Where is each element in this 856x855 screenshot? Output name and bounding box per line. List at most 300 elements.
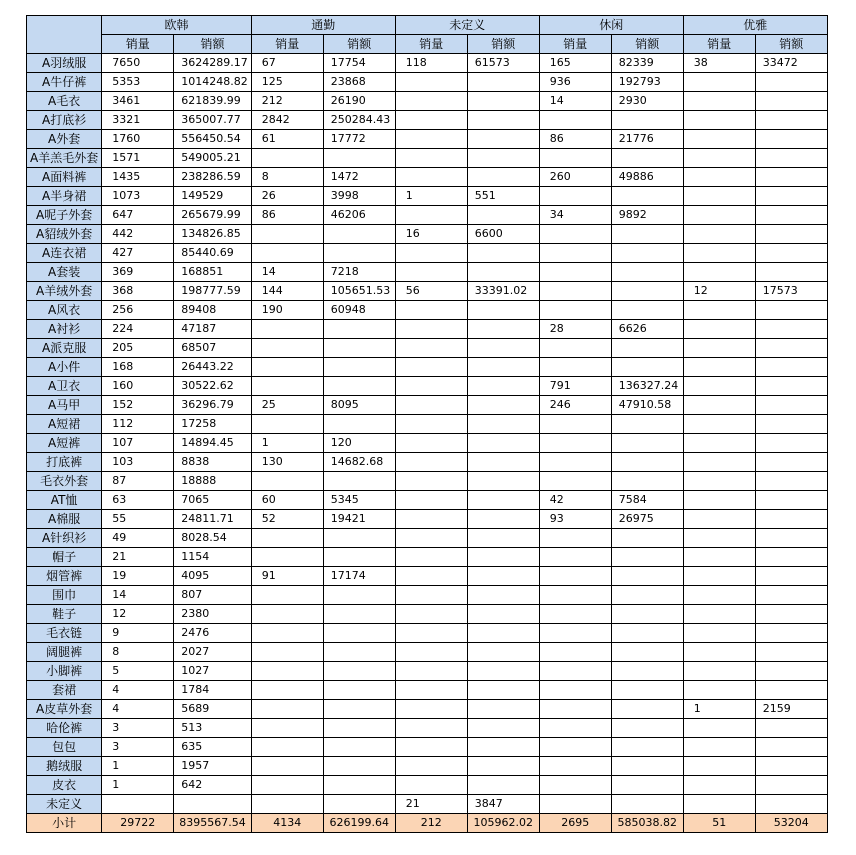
- qty-cell[interactable]: 8: [251, 168, 323, 187]
- amount-cell[interactable]: [755, 377, 827, 396]
- qty-cell[interactable]: [539, 244, 611, 263]
- category-cell[interactable]: 阔腿裤: [27, 643, 102, 662]
- subtotal-amount-cell[interactable]: 8395567.54: [174, 814, 251, 833]
- category-cell[interactable]: A半身裙: [27, 187, 102, 206]
- qty-cell[interactable]: 1073: [102, 187, 174, 206]
- qty-cell[interactable]: 34: [539, 206, 611, 225]
- qty-cell[interactable]: [683, 453, 755, 472]
- qty-cell[interactable]: 3461: [102, 92, 174, 111]
- qty-cell[interactable]: [251, 320, 323, 339]
- amount-cell[interactable]: [323, 529, 395, 548]
- qty-cell[interactable]: 1: [395, 187, 467, 206]
- amount-cell[interactable]: [467, 586, 539, 605]
- category-cell[interactable]: 毛衣链: [27, 624, 102, 643]
- qty-cell[interactable]: [683, 624, 755, 643]
- qty-cell[interactable]: [683, 263, 755, 282]
- amount-cell[interactable]: [467, 719, 539, 738]
- amount-cell[interactable]: 168851: [174, 263, 251, 282]
- qty-cell[interactable]: [251, 719, 323, 738]
- qty-cell[interactable]: 5353: [102, 73, 174, 92]
- qty-cell[interactable]: [539, 586, 611, 605]
- qty-cell[interactable]: [395, 624, 467, 643]
- category-cell[interactable]: A牛仔裤: [27, 73, 102, 92]
- amount-cell[interactable]: [755, 111, 827, 130]
- qty-cell[interactable]: [395, 415, 467, 434]
- amount-cell[interactable]: [467, 130, 539, 149]
- qty-cell[interactable]: [683, 415, 755, 434]
- amount-cell[interactable]: 7218: [323, 263, 395, 282]
- sub-header-amount[interactable]: 销额: [323, 35, 395, 54]
- amount-cell[interactable]: 556450.54: [174, 130, 251, 149]
- amount-cell[interactable]: [323, 415, 395, 434]
- amount-cell[interactable]: [755, 339, 827, 358]
- qty-cell[interactable]: 86: [251, 206, 323, 225]
- category-cell[interactable]: AT恤: [27, 491, 102, 510]
- category-cell[interactable]: A貂绒外套: [27, 225, 102, 244]
- amount-cell[interactable]: [323, 700, 395, 719]
- amount-cell[interactable]: [755, 567, 827, 586]
- amount-cell[interactable]: [755, 643, 827, 662]
- amount-cell[interactable]: [611, 643, 683, 662]
- qty-cell[interactable]: [683, 244, 755, 263]
- amount-cell[interactable]: 17258: [174, 415, 251, 434]
- qty-cell[interactable]: 4: [102, 681, 174, 700]
- category-cell[interactable]: 包包: [27, 738, 102, 757]
- qty-cell[interactable]: [251, 662, 323, 681]
- qty-cell[interactable]: 256: [102, 301, 174, 320]
- category-cell[interactable]: 帽子: [27, 548, 102, 567]
- qty-cell[interactable]: [395, 719, 467, 738]
- amount-cell[interactable]: 551: [467, 187, 539, 206]
- amount-cell[interactable]: 60948: [323, 301, 395, 320]
- qty-cell[interactable]: 130: [251, 453, 323, 472]
- qty-cell[interactable]: [539, 776, 611, 795]
- qty-cell[interactable]: [251, 605, 323, 624]
- qty-cell[interactable]: 38: [683, 54, 755, 73]
- category-cell[interactable]: 围巾: [27, 586, 102, 605]
- qty-cell[interactable]: [683, 92, 755, 111]
- qty-cell[interactable]: 21: [102, 548, 174, 567]
- category-cell[interactable]: 未定义: [27, 795, 102, 814]
- qty-cell[interactable]: [539, 358, 611, 377]
- qty-cell[interactable]: [395, 605, 467, 624]
- qty-cell[interactable]: [395, 662, 467, 681]
- amount-cell[interactable]: [755, 73, 827, 92]
- category-cell[interactable]: A短裤: [27, 434, 102, 453]
- qty-cell[interactable]: [395, 92, 467, 111]
- amount-cell[interactable]: 4095: [174, 567, 251, 586]
- qty-cell[interactable]: [539, 225, 611, 244]
- amount-cell[interactable]: [323, 757, 395, 776]
- group-header-cell[interactable]: 未定义: [395, 16, 539, 35]
- qty-cell[interactable]: 190: [251, 301, 323, 320]
- qty-cell[interactable]: [395, 776, 467, 795]
- qty-cell[interactable]: 369: [102, 263, 174, 282]
- amount-cell[interactable]: [611, 472, 683, 491]
- category-cell[interactable]: 鹅绒服: [27, 757, 102, 776]
- qty-cell[interactable]: [395, 491, 467, 510]
- qty-cell[interactable]: 61: [251, 130, 323, 149]
- category-cell[interactable]: 打底裤: [27, 453, 102, 472]
- qty-cell[interactable]: 647: [102, 206, 174, 225]
- sub-header-qty[interactable]: 销量: [102, 35, 174, 54]
- amount-cell[interactable]: 105651.53: [323, 282, 395, 301]
- group-header-cell[interactable]: 休闲: [539, 16, 683, 35]
- amount-cell[interactable]: [467, 206, 539, 225]
- amount-cell[interactable]: 635: [174, 738, 251, 757]
- amount-cell[interactable]: [755, 548, 827, 567]
- amount-cell[interactable]: [611, 681, 683, 700]
- qty-cell[interactable]: [683, 225, 755, 244]
- amount-cell[interactable]: [467, 73, 539, 92]
- amount-cell[interactable]: 120: [323, 434, 395, 453]
- qty-cell[interactable]: 63: [102, 491, 174, 510]
- category-cell[interactable]: 皮衣: [27, 776, 102, 795]
- qty-cell[interactable]: 12: [683, 282, 755, 301]
- amount-cell[interactable]: 14682.68: [323, 453, 395, 472]
- qty-cell[interactable]: [251, 643, 323, 662]
- amount-cell[interactable]: [755, 776, 827, 795]
- amount-cell[interactable]: [467, 700, 539, 719]
- amount-cell[interactable]: 30522.62: [174, 377, 251, 396]
- amount-cell[interactable]: [755, 510, 827, 529]
- amount-cell[interactable]: [611, 624, 683, 643]
- amount-cell[interactable]: [323, 149, 395, 168]
- category-cell[interactable]: A连衣裙: [27, 244, 102, 263]
- qty-cell[interactable]: [683, 320, 755, 339]
- category-cell[interactable]: A羽绒服: [27, 54, 102, 73]
- category-cell[interactable]: A皮草外套: [27, 700, 102, 719]
- qty-cell[interactable]: 14: [102, 586, 174, 605]
- qty-cell[interactable]: [683, 491, 755, 510]
- qty-cell[interactable]: [539, 624, 611, 643]
- qty-cell[interactable]: [395, 472, 467, 491]
- amount-cell[interactable]: [755, 415, 827, 434]
- amount-cell[interactable]: 82339: [611, 54, 683, 73]
- amount-cell[interactable]: [755, 434, 827, 453]
- amount-cell[interactable]: [755, 491, 827, 510]
- category-cell[interactable]: A派克服: [27, 339, 102, 358]
- amount-cell[interactable]: [323, 548, 395, 567]
- qty-cell[interactable]: [683, 757, 755, 776]
- qty-cell[interactable]: [539, 700, 611, 719]
- amount-cell[interactable]: 36296.79: [174, 396, 251, 415]
- qty-cell[interactable]: [539, 453, 611, 472]
- amount-cell[interactable]: [755, 358, 827, 377]
- qty-cell[interactable]: [539, 111, 611, 130]
- qty-cell[interactable]: [539, 149, 611, 168]
- qty-cell[interactable]: [395, 301, 467, 320]
- amount-cell[interactable]: [467, 396, 539, 415]
- qty-cell[interactable]: [539, 339, 611, 358]
- amount-cell[interactable]: [467, 320, 539, 339]
- category-cell[interactable]: A外套: [27, 130, 102, 149]
- amount-cell[interactable]: [323, 472, 395, 491]
- amount-cell[interactable]: [755, 719, 827, 738]
- amount-cell[interactable]: 1957: [174, 757, 251, 776]
- qty-cell[interactable]: [395, 149, 467, 168]
- qty-cell[interactable]: [539, 415, 611, 434]
- category-cell[interactable]: A毛衣: [27, 92, 102, 111]
- qty-cell[interactable]: [251, 529, 323, 548]
- category-cell[interactable]: 烟管裤: [27, 567, 102, 586]
- qty-cell[interactable]: [251, 244, 323, 263]
- amount-cell[interactable]: 26975: [611, 510, 683, 529]
- qty-cell[interactable]: [683, 73, 755, 92]
- amount-cell[interactable]: [755, 244, 827, 263]
- qty-cell[interactable]: [683, 681, 755, 700]
- qty-cell[interactable]: 1: [251, 434, 323, 453]
- qty-cell[interactable]: [395, 320, 467, 339]
- qty-cell[interactable]: [683, 301, 755, 320]
- amount-cell[interactable]: 3624289.17: [174, 54, 251, 73]
- category-cell[interactable]: A衬衫: [27, 320, 102, 339]
- amount-cell[interactable]: 1784: [174, 681, 251, 700]
- category-cell[interactable]: A小件: [27, 358, 102, 377]
- amount-cell[interactable]: [467, 92, 539, 111]
- amount-cell[interactable]: 6600: [467, 225, 539, 244]
- category-cell[interactable]: A羊绒外套: [27, 282, 102, 301]
- amount-cell[interactable]: [323, 339, 395, 358]
- qty-cell[interactable]: [683, 168, 755, 187]
- amount-cell[interactable]: [323, 377, 395, 396]
- qty-cell[interactable]: [251, 377, 323, 396]
- amount-cell[interactable]: [467, 776, 539, 795]
- qty-cell[interactable]: 427: [102, 244, 174, 263]
- amount-cell[interactable]: 26443.22: [174, 358, 251, 377]
- qty-cell[interactable]: [395, 738, 467, 757]
- qty-cell[interactable]: [395, 757, 467, 776]
- qty-cell[interactable]: 3321: [102, 111, 174, 130]
- qty-cell[interactable]: [539, 681, 611, 700]
- qty-cell[interactable]: [395, 586, 467, 605]
- amount-cell[interactable]: 3998: [323, 187, 395, 206]
- amount-cell[interactable]: [323, 719, 395, 738]
- qty-cell[interactable]: [683, 358, 755, 377]
- qty-cell[interactable]: 5: [102, 662, 174, 681]
- category-cell[interactable]: A卫衣: [27, 377, 102, 396]
- amount-cell[interactable]: [611, 301, 683, 320]
- qty-cell[interactable]: 1435: [102, 168, 174, 187]
- amount-cell[interactable]: [467, 434, 539, 453]
- sub-header-qty[interactable]: 销量: [251, 35, 323, 54]
- sub-header-amount[interactable]: 销额: [611, 35, 683, 54]
- amount-cell[interactable]: [611, 662, 683, 681]
- qty-cell[interactable]: 1571: [102, 149, 174, 168]
- qty-cell[interactable]: [251, 700, 323, 719]
- category-cell[interactable]: A套装: [27, 263, 102, 282]
- qty-cell[interactable]: [683, 586, 755, 605]
- amount-cell[interactable]: 149529: [174, 187, 251, 206]
- qty-cell[interactable]: [395, 567, 467, 586]
- qty-cell[interactable]: [395, 130, 467, 149]
- subtotal-qty-cell[interactable]: 2695: [539, 814, 611, 833]
- category-cell[interactable]: 毛衣外套: [27, 472, 102, 491]
- qty-cell[interactable]: [395, 339, 467, 358]
- category-cell[interactable]: 哈伦裤: [27, 719, 102, 738]
- amount-cell[interactable]: 2476: [174, 624, 251, 643]
- amount-cell[interactable]: 21776: [611, 130, 683, 149]
- amount-cell[interactable]: [323, 225, 395, 244]
- qty-cell[interactable]: [683, 377, 755, 396]
- qty-cell[interactable]: 1760: [102, 130, 174, 149]
- amount-cell[interactable]: [323, 738, 395, 757]
- amount-cell[interactable]: [611, 263, 683, 282]
- subtotal-qty-cell[interactable]: 212: [395, 814, 467, 833]
- qty-cell[interactable]: [251, 225, 323, 244]
- amount-cell[interactable]: [611, 776, 683, 795]
- amount-cell[interactable]: 7065: [174, 491, 251, 510]
- amount-cell[interactable]: 5689: [174, 700, 251, 719]
- group-header-cell[interactable]: 欧韩: [102, 16, 251, 35]
- subtotal-amount-cell[interactable]: 53204: [755, 814, 827, 833]
- amount-cell[interactable]: 1472: [323, 168, 395, 187]
- amount-cell[interactable]: 61573: [467, 54, 539, 73]
- amount-cell[interactable]: [611, 415, 683, 434]
- qty-cell[interactable]: 118: [395, 54, 467, 73]
- qty-cell[interactable]: 21: [395, 795, 467, 814]
- amount-cell[interactable]: [611, 700, 683, 719]
- qty-cell[interactable]: [683, 776, 755, 795]
- qty-cell[interactable]: [539, 529, 611, 548]
- amount-cell[interactable]: [467, 662, 539, 681]
- qty-cell[interactable]: [251, 586, 323, 605]
- qty-cell[interactable]: [539, 567, 611, 586]
- qty-cell[interactable]: [395, 358, 467, 377]
- qty-cell[interactable]: [683, 795, 755, 814]
- amount-cell[interactable]: 1027: [174, 662, 251, 681]
- qty-cell[interactable]: 87: [102, 472, 174, 491]
- amount-cell[interactable]: [611, 738, 683, 757]
- sub-header-amount[interactable]: 销额: [467, 35, 539, 54]
- amount-cell[interactable]: 1014248.82: [174, 73, 251, 92]
- qty-cell[interactable]: [539, 548, 611, 567]
- amount-cell[interactable]: [755, 396, 827, 415]
- qty-cell[interactable]: [251, 548, 323, 567]
- amount-cell[interactable]: [323, 320, 395, 339]
- amount-cell[interactable]: [611, 548, 683, 567]
- qty-cell[interactable]: 19: [102, 567, 174, 586]
- amount-cell[interactable]: 807: [174, 586, 251, 605]
- amount-cell[interactable]: 642: [174, 776, 251, 795]
- qty-cell[interactable]: [395, 168, 467, 187]
- amount-cell[interactable]: [467, 301, 539, 320]
- amount-cell[interactable]: 134826.85: [174, 225, 251, 244]
- amount-cell[interactable]: [755, 529, 827, 548]
- amount-cell[interactable]: [755, 206, 827, 225]
- amount-cell[interactable]: 549005.21: [174, 149, 251, 168]
- qty-cell[interactable]: [395, 643, 467, 662]
- qty-cell[interactable]: 791: [539, 377, 611, 396]
- qty-cell[interactable]: [683, 662, 755, 681]
- amount-cell[interactable]: [755, 681, 827, 700]
- qty-cell[interactable]: [539, 472, 611, 491]
- qty-cell[interactable]: [683, 187, 755, 206]
- amount-cell[interactable]: 85440.69: [174, 244, 251, 263]
- qty-cell[interactable]: 12: [102, 605, 174, 624]
- amount-cell[interactable]: 17573: [755, 282, 827, 301]
- amount-cell[interactable]: 192793: [611, 73, 683, 92]
- amount-cell[interactable]: [611, 605, 683, 624]
- category-cell[interactable]: A风衣: [27, 301, 102, 320]
- amount-cell[interactable]: 8028.54: [174, 529, 251, 548]
- qty-cell[interactable]: 2842: [251, 111, 323, 130]
- amount-cell[interactable]: [755, 738, 827, 757]
- category-cell[interactable]: A羊羔毛外套: [27, 149, 102, 168]
- amount-cell[interactable]: [755, 624, 827, 643]
- amount-cell[interactable]: [755, 795, 827, 814]
- amount-cell[interactable]: [323, 795, 395, 814]
- qty-cell[interactable]: [395, 681, 467, 700]
- amount-cell[interactable]: 23868: [323, 73, 395, 92]
- amount-cell[interactable]: [755, 92, 827, 111]
- qty-cell[interactable]: 246: [539, 396, 611, 415]
- qty-cell[interactable]: [683, 396, 755, 415]
- qty-cell[interactable]: [683, 643, 755, 662]
- amount-cell[interactable]: [467, 453, 539, 472]
- amount-cell[interactable]: [755, 662, 827, 681]
- sub-header-qty[interactable]: 销量: [683, 35, 755, 54]
- qty-cell[interactable]: 26: [251, 187, 323, 206]
- amount-cell[interactable]: 1154: [174, 548, 251, 567]
- qty-cell[interactable]: 42: [539, 491, 611, 510]
- amount-cell[interactable]: [467, 491, 539, 510]
- qty-cell[interactable]: [683, 472, 755, 491]
- amount-cell[interactable]: [611, 187, 683, 206]
- qty-cell[interactable]: 14: [251, 263, 323, 282]
- amount-cell[interactable]: 6626: [611, 320, 683, 339]
- qty-cell[interactable]: [539, 263, 611, 282]
- qty-cell[interactable]: 49: [102, 529, 174, 548]
- qty-cell[interactable]: [683, 130, 755, 149]
- qty-cell[interactable]: 60: [251, 491, 323, 510]
- qty-cell[interactable]: 7650: [102, 54, 174, 73]
- amount-cell[interactable]: 513: [174, 719, 251, 738]
- qty-cell[interactable]: 144: [251, 282, 323, 301]
- amount-cell[interactable]: 2027: [174, 643, 251, 662]
- qty-cell[interactable]: [683, 339, 755, 358]
- qty-cell[interactable]: [683, 510, 755, 529]
- amount-cell[interactable]: [467, 263, 539, 282]
- amount-cell[interactable]: [611, 339, 683, 358]
- amount-cell[interactable]: 3847: [467, 795, 539, 814]
- group-header-cell[interactable]: 优雅: [683, 16, 827, 35]
- qty-cell[interactable]: 56: [395, 282, 467, 301]
- category-cell[interactable]: 套裙: [27, 681, 102, 700]
- qty-cell[interactable]: [395, 434, 467, 453]
- amount-cell[interactable]: 9892: [611, 206, 683, 225]
- qty-cell[interactable]: [539, 738, 611, 757]
- qty-cell[interactable]: 25: [251, 396, 323, 415]
- qty-cell[interactable]: [251, 757, 323, 776]
- qty-cell[interactable]: 9: [102, 624, 174, 643]
- amount-cell[interactable]: 250284.43: [323, 111, 395, 130]
- qty-cell[interactable]: [683, 548, 755, 567]
- qty-cell[interactable]: [539, 719, 611, 738]
- qty-cell[interactable]: [395, 111, 467, 130]
- qty-cell[interactable]: 1: [102, 757, 174, 776]
- qty-cell[interactable]: 442: [102, 225, 174, 244]
- amount-cell[interactable]: [323, 358, 395, 377]
- category-cell[interactable]: A呢子外套: [27, 206, 102, 225]
- qty-cell[interactable]: [395, 206, 467, 225]
- amount-cell[interactable]: [755, 472, 827, 491]
- category-cell[interactable]: 小脚裤: [27, 662, 102, 681]
- amount-cell[interactable]: 136327.24: [611, 377, 683, 396]
- qty-cell[interactable]: [683, 206, 755, 225]
- amount-cell[interactable]: [611, 434, 683, 453]
- amount-cell[interactable]: [467, 358, 539, 377]
